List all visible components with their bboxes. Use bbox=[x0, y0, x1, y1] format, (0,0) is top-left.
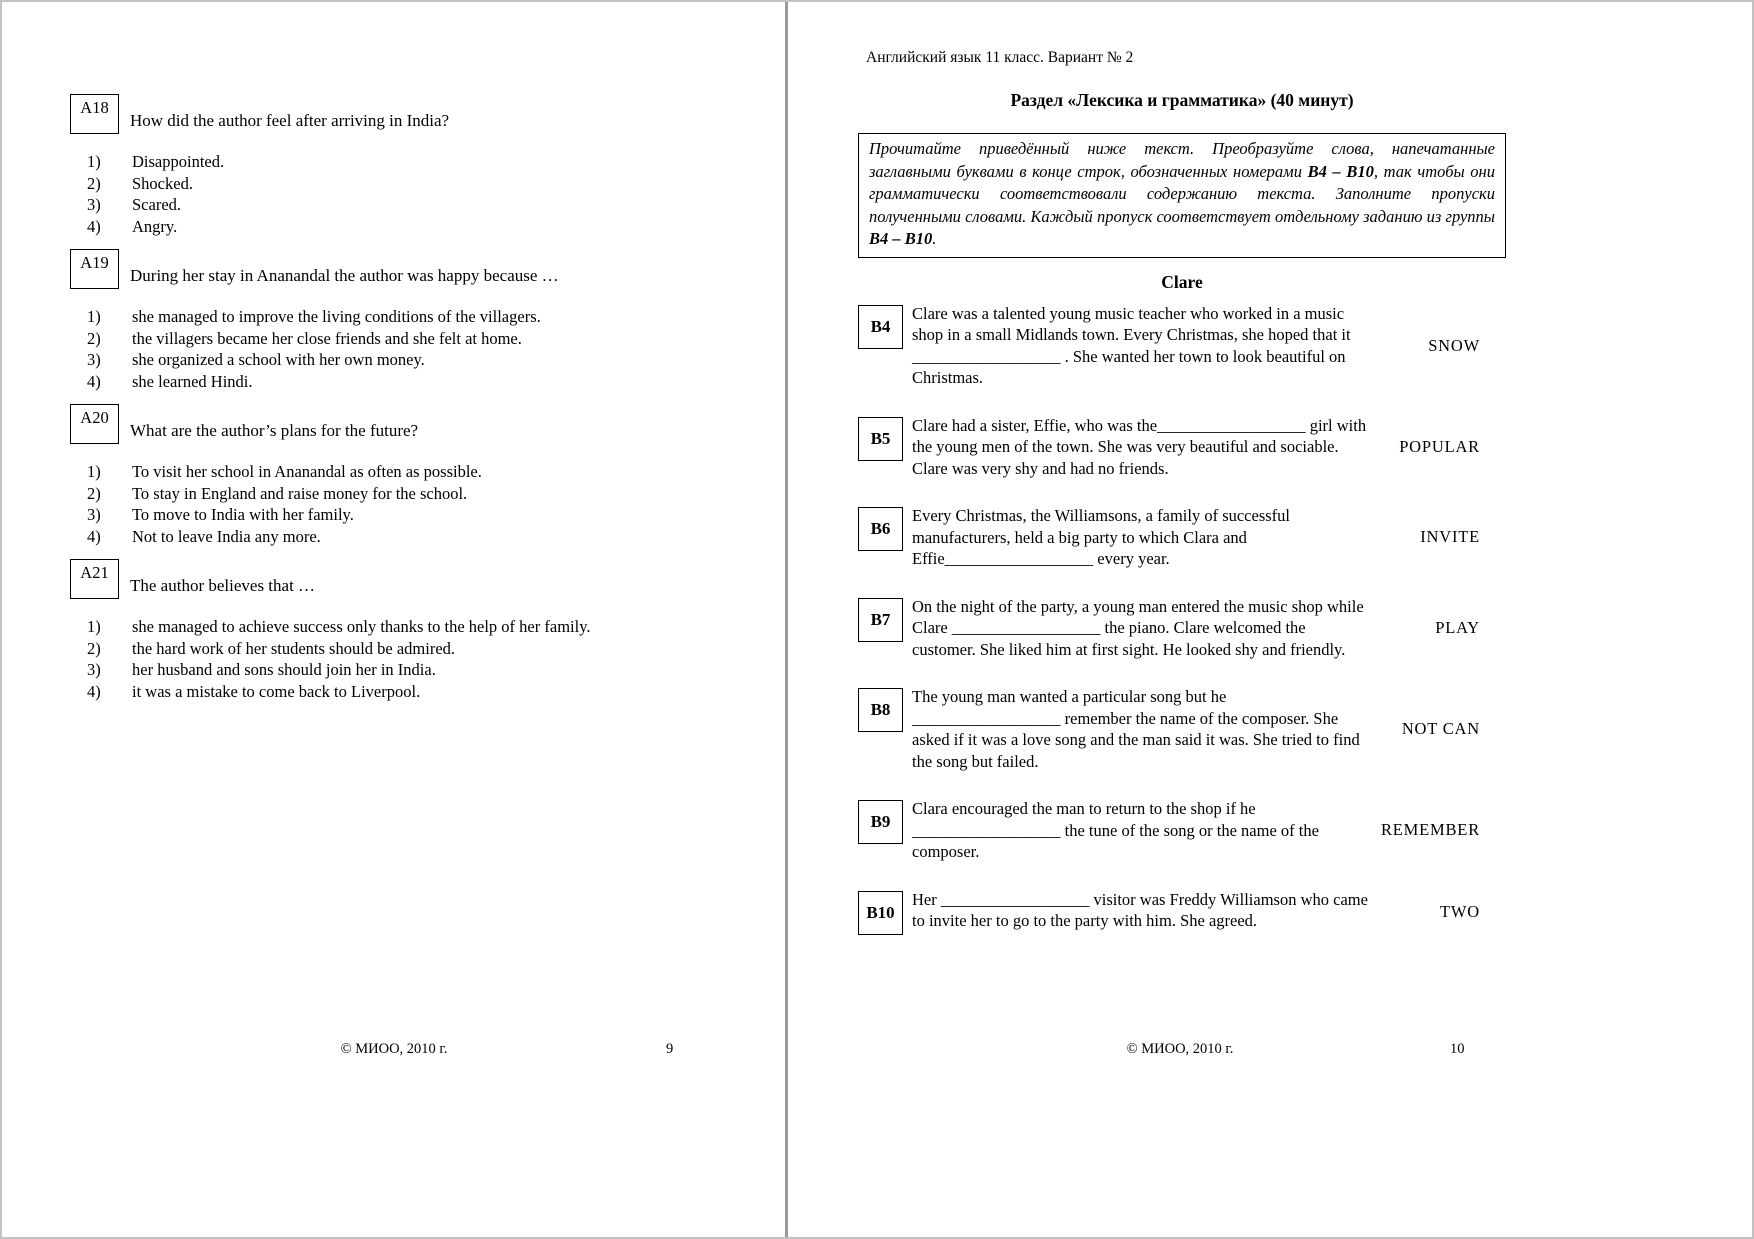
question-label-box bbox=[70, 404, 119, 444]
question-label: A21 bbox=[80, 563, 109, 582]
option-number: 2) bbox=[87, 173, 101, 193]
question-a19 bbox=[70, 249, 785, 392]
answer-option bbox=[70, 216, 785, 238]
right-page-content bbox=[858, 2, 1506, 935]
option-number: 1) bbox=[87, 307, 101, 326]
task-b5 bbox=[858, 415, 1506, 480]
task-label-box bbox=[858, 891, 903, 935]
option-text: the hard work of her students should be admired. bbox=[132, 638, 456, 658]
task-keyword: TWO bbox=[1440, 901, 1480, 921]
instruction-text: . bbox=[932, 229, 937, 248]
answer-option bbox=[70, 173, 785, 195]
task-text: On the night of the party, a young man entered the music shop while Clare __________________ the piano. Clare welcomed the customer. She liked him at first sight. He looked shy and friendly. bbox=[912, 596, 1364, 659]
question-label: A20 bbox=[80, 408, 109, 427]
option-text: To move to India with her family. bbox=[132, 505, 354, 524]
task-keyword: SNOW bbox=[1428, 335, 1480, 355]
page-footer bbox=[788, 1041, 1572, 1058]
task-text: Clara encouraged the man to return to the shop if he __________________ the tune of the song or the name of the composer. bbox=[912, 799, 1319, 861]
page-right bbox=[788, 2, 1752, 1237]
page-number: 10 bbox=[1450, 1041, 1465, 1057]
page-number: 9 bbox=[666, 1041, 674, 1057]
task-label: B8 bbox=[870, 700, 891, 719]
question-label-box bbox=[70, 559, 119, 599]
answer-option bbox=[70, 616, 785, 638]
question-head bbox=[70, 404, 785, 444]
task-b9 bbox=[858, 798, 1506, 863]
task-label: B10 bbox=[866, 902, 895, 922]
question-a20 bbox=[70, 404, 785, 547]
task-text: Every Christmas, the Williamsons, a family of successful manufacturers, held a big party to which Clara and Effie__________________ every year. bbox=[912, 506, 1291, 568]
option-text: To stay in England and raise money for the school. bbox=[132, 483, 468, 503]
option-text: Disappointed. bbox=[132, 152, 225, 171]
question-head bbox=[70, 559, 785, 599]
question-label: A19 bbox=[80, 253, 109, 272]
task-label-box bbox=[858, 507, 903, 551]
option-text: she managed to achieve success only thanks to the help of her family. bbox=[132, 617, 591, 636]
answer-option bbox=[70, 349, 785, 371]
option-text: Scared. bbox=[132, 195, 182, 214]
answer-option bbox=[70, 371, 785, 393]
copyright-text: © МИОО, 2010 г. bbox=[1126, 1041, 1234, 1057]
task-keyword: REMEMBER bbox=[1381, 820, 1480, 840]
instruction-text: Прочитайте приведённый ниже текст. Преобразуйте слова, напечатанные заглавными буквами в конце строк, обозначенных номерами bbox=[869, 139, 1495, 181]
option-number: 4) bbox=[87, 526, 101, 546]
instruction-task-range: В4 – В10 bbox=[1307, 161, 1374, 181]
task-text: Her __________________ visitor was Freddy Williamson who came to invite her to go to the party with him. She agreed. bbox=[912, 889, 1368, 930]
page-left bbox=[2, 2, 788, 1237]
question-prompt: During her stay in Ananandal the author was happy because … bbox=[130, 266, 559, 285]
questions-area bbox=[2, 2, 785, 702]
question-a18 bbox=[70, 94, 785, 237]
option-number: 1) bbox=[87, 152, 101, 171]
task-label-box bbox=[858, 800, 903, 844]
answer-option bbox=[70, 483, 785, 505]
option-number: 4) bbox=[87, 681, 101, 701]
task-label-box bbox=[858, 598, 903, 642]
page-footer bbox=[2, 1041, 786, 1058]
question-head bbox=[70, 249, 785, 289]
task-b10 bbox=[858, 889, 1506, 935]
question-label: A18 bbox=[80, 98, 109, 117]
answer-option bbox=[70, 504, 785, 526]
task-text: Clare was a talented young music teacher who worked in a music shop in a small Midlands town. Every Christmas, she hoped that it __________________ . She wanted her town to look beautiful on Christmas. bbox=[912, 303, 1351, 387]
option-number: 3) bbox=[87, 350, 101, 369]
option-text: her husband and sons should join her in India. bbox=[132, 660, 436, 679]
option-text: Angry. bbox=[132, 216, 178, 236]
instructions-box bbox=[858, 133, 1506, 258]
task-text: The young man wanted a particular song but he __________________ remember the name of the composer. She asked if it was a love song and the man said it was. She tried to find the song but failed. bbox=[912, 687, 1360, 771]
task-label-box bbox=[858, 417, 903, 461]
copyright-text: © МИОО, 2010 г. bbox=[340, 1041, 448, 1057]
answer-option bbox=[70, 461, 785, 483]
instruction-task-range: В4 – В10 bbox=[869, 229, 933, 248]
option-number: 1) bbox=[87, 617, 101, 636]
task-keyword: INVITE bbox=[1420, 527, 1480, 547]
option-text: it was a mistake to come back to Liverpool. bbox=[132, 681, 421, 701]
task-label-box bbox=[858, 688, 903, 732]
options-list bbox=[70, 306, 785, 392]
answer-option bbox=[70, 151, 785, 173]
task-label: B9 bbox=[870, 812, 891, 831]
answer-option bbox=[70, 659, 785, 681]
answer-option bbox=[70, 194, 785, 216]
section-title: Раздел «Лексика и грамматика» (40 минут) bbox=[1010, 90, 1354, 110]
option-number: 3) bbox=[87, 195, 101, 214]
task-b7 bbox=[858, 596, 1506, 661]
question-prompt: How did the author feel after arriving in India? bbox=[130, 111, 450, 130]
question-prompt: What are the author’s plans for the future? bbox=[130, 421, 419, 440]
options-list bbox=[70, 151, 785, 237]
answer-option bbox=[70, 306, 785, 328]
option-number: 3) bbox=[87, 660, 101, 679]
task-label: B5 bbox=[870, 428, 891, 448]
option-number: 2) bbox=[87, 483, 101, 503]
option-text: she learned Hindi. bbox=[132, 371, 253, 391]
instruction-text: , так чтобы они грамматически соответствовали содержанию текста. Заполните пропуски полученными словами. Каждый пропуск соответствует отдельному заданию из группы bbox=[869, 161, 1495, 226]
running-header: Английский язык 11 класс. Вариант № 2 bbox=[866, 49, 1134, 66]
option-text: the villagers became her close friends and she felt at home. bbox=[132, 328, 522, 348]
answer-option bbox=[70, 328, 785, 350]
question-label-box bbox=[70, 249, 119, 289]
option-number: 3) bbox=[87, 505, 101, 524]
task-b8 bbox=[858, 686, 1506, 772]
question-label-box bbox=[70, 94, 119, 134]
option-number: 4) bbox=[87, 216, 101, 236]
tasks-list bbox=[858, 303, 1506, 935]
answer-option bbox=[70, 526, 785, 548]
task-keyword: PLAY bbox=[1435, 617, 1480, 637]
options-list bbox=[70, 616, 785, 702]
option-number: 1) bbox=[87, 462, 101, 481]
option-number: 2) bbox=[87, 328, 101, 348]
task-label: B4 bbox=[870, 316, 891, 336]
option-number: 2) bbox=[87, 638, 101, 658]
answer-option bbox=[70, 638, 785, 660]
option-text: Not to leave India any more. bbox=[132, 526, 321, 546]
task-label: B7 bbox=[870, 609, 891, 629]
task-label-box bbox=[858, 305, 903, 349]
task-text: Clare had a sister, Effie, who was the__________________ girl with the young men of the town. She was very beautiful and sociable. Clare was very shy and had no friends. bbox=[912, 415, 1367, 478]
option-text: she managed to improve the living conditions of the villagers. bbox=[132, 307, 541, 326]
question-head bbox=[70, 94, 785, 134]
task-label: B6 bbox=[870, 519, 891, 538]
task-b4 bbox=[858, 303, 1506, 389]
task-b6 bbox=[858, 505, 1506, 570]
option-number: 4) bbox=[87, 371, 101, 391]
story-title: Clare bbox=[1161, 271, 1203, 292]
answer-option bbox=[70, 681, 785, 703]
task-keyword: POPULAR bbox=[1399, 436, 1480, 456]
option-text: she organized a school with her own money. bbox=[132, 350, 425, 369]
task-keyword: NOT CAN bbox=[1401, 719, 1480, 738]
option-text: Shocked. bbox=[132, 173, 193, 193]
question-a21 bbox=[70, 559, 785, 702]
options-list bbox=[70, 461, 785, 547]
option-text: To visit her school in Ananandal as often as possible. bbox=[132, 462, 482, 481]
question-prompt: The author believes that … bbox=[130, 576, 316, 595]
